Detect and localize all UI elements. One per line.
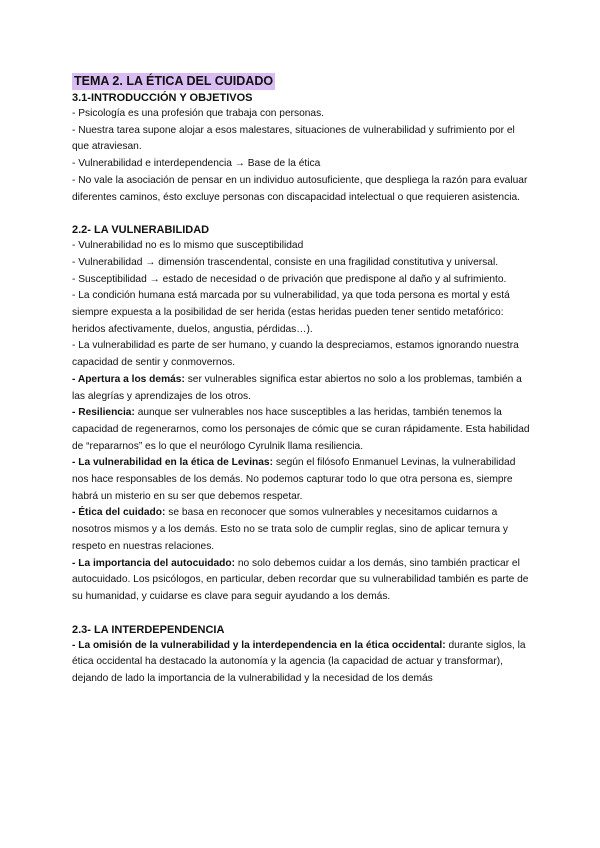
paragraph-text: - Psicología es una profesión que trabaja con personas. xyxy=(72,108,325,119)
paragraph-lead: - La importancia del autocuidado: xyxy=(72,557,236,569)
document-title: TEMA 2. LA ÉTICA DEL CUIDADO xyxy=(74,74,274,88)
paragraph-text: - Susceptibilidad → estado de necesidad o de privación que predispone al daño y al sufrimiento. xyxy=(72,273,507,285)
section-3 xyxy=(72,622,532,688)
paragraph xyxy=(72,123,532,156)
paragraph-lead: - La vulnerabilidad en la ética de Levinas: xyxy=(72,457,273,469)
paragraph xyxy=(72,255,532,272)
paragraph xyxy=(72,638,532,688)
document-body xyxy=(72,90,532,688)
paragraph-text: durante siglos, la ética occidental ha destacado la autonomía y la agencia (la capacidad de actuar y transformar), dejando de lado la importancia de la vulnerabilidad y la necesidad de los demás xyxy=(72,639,526,685)
paragraph-lead: - Ética del cuidado: xyxy=(72,507,166,519)
paragraph xyxy=(72,372,532,405)
section-heading: 2.2- LA VULNERABILIDAD xyxy=(72,224,210,237)
paragraph-text: - Vulnerabilidad → dimensión trascendental, consiste en una fragilidad constitutiva y universal. xyxy=(72,256,499,268)
document-page xyxy=(72,72,532,688)
paragraph-text: - No vale la asociación de pensar en un individuo autosuficiente, que despliega la razón para evaluar diferentes caminos, ésto excluye personas con discapacidad intelectual o que requieren asistencia. xyxy=(72,174,528,203)
paragraph xyxy=(72,505,532,555)
paragraph-text: - Vulnerabilidad no es lo mismo que susceptibilidad xyxy=(72,240,304,252)
paragraph-text: según el filósofo Enmanuel Levinas, la vulnerabilidad nos hace responsables de los demás. No podemos capturar todo lo que otra persona es, siempre habrá un misterio en su ser que debemos respetar. xyxy=(72,457,516,502)
paragraph xyxy=(72,455,532,505)
paragraph xyxy=(72,173,532,206)
paragraph xyxy=(72,338,532,371)
paragraph xyxy=(72,556,532,606)
paragraph-text: no solo debemos cuidar a los demás, sino también practicar el autocuidado. Los psicólogos, en particular, deben recordar que su vulnerabilidad también es parte de su humanidad, y cuidarse es clave para seguir ayudando a los demás. xyxy=(72,557,529,602)
paragraph xyxy=(72,288,532,338)
paragraph xyxy=(72,272,532,289)
section-heading: 3.1-INTRODUCCIÓN Y OBJETIVOS xyxy=(72,92,253,104)
paragraph-lead: - Resiliencia: xyxy=(72,407,135,419)
paragraph xyxy=(72,238,532,255)
paragraph-text: - Vulnerabilidad e interdependencia → Base de la ética xyxy=(72,158,321,170)
paragraph-text: se basa en reconocer que somos vulnerables y necesitamos cuidarnos a nosotros mismos y a los demás. Esto no se trata solo de cumplir reglas, sino de aplicar ternura y respeto en nuestras relaciones. xyxy=(72,507,508,552)
paragraph-lead: - Apertura a los demás: xyxy=(72,373,185,385)
section-2 xyxy=(72,222,532,605)
paragraph-text: - La vulnerabilidad es parte de ser humano, y cuando la despreciamos, estamos ignorando nuestra capacidad de sentir y conmovernos. xyxy=(72,340,519,369)
paragraph xyxy=(72,106,532,123)
section-1 xyxy=(72,90,532,206)
paragraph-text: - Nuestra tarea supone alojar a esos malestares, situaciones de vulnerabilidad y sufrimiento por el que atraviesan. xyxy=(72,124,515,153)
paragraph xyxy=(72,405,532,455)
paragraph-text: - La condición humana está marcada por su vulnerabilidad, ya que toda persona es mortal y está siempre expuesta a la posibilidad de ser herida (estas heridas pueden tener sentido metafórico: heridos afectivamente, duelos, angustia, pérdidas…). xyxy=(72,290,510,335)
paragraph-text: aunque ser vulnerables nos hace susceptibles a las heridas, también tenemos la capacidad de regenerarnos, como los personajes de cómic que se curan rápidamente. Esta habilidad de “repararnos” es lo que el neurólogo Cyrulnik llama resiliencia. xyxy=(72,407,530,452)
paragraph-text: ser vulnerables significa estar abiertos no solo a los problemas, también a las alegrías y aprendizajes de los otros. xyxy=(72,373,522,402)
paragraph-lead: - La omisión de la vulnerabilidad y la interdependencia en la ética occidental: xyxy=(72,639,446,651)
section-heading: 2.3- LA INTERDEPENDENCIA xyxy=(72,623,225,636)
paragraph xyxy=(72,156,532,173)
